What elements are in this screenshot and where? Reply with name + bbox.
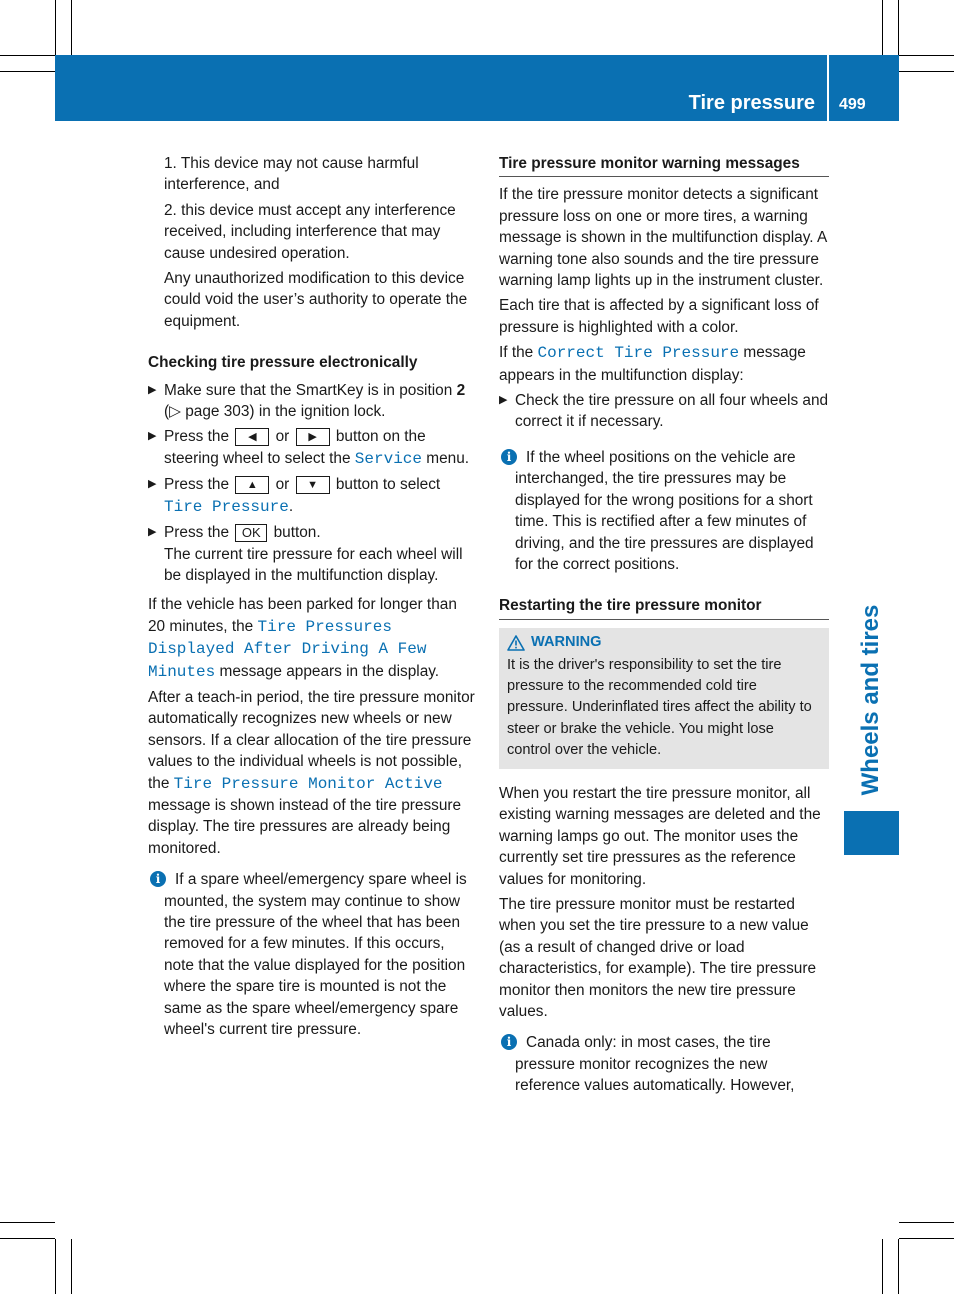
warning-title: WARNING [531,633,602,650]
step-text: Check the tire pressure on all four wheels and correct it if necessary. [515,392,829,431]
paragraph: The tire pressure monitor must be restarted when you set the tire pressure to a new value (as a result of changed drive or load characteristics, for example). The tire pressure monitor then monitors the new tire pressure values. [499,895,817,1020]
instruction-step [148,426,478,470]
display-message: Correct Tire Pressure [537,344,740,363]
step-text: Make sure that the SmartKey is in position [164,381,457,399]
step-arrow-icon: ▶ [148,478,157,491]
crop-mark [0,1222,55,1223]
step-text: (▷ page 303) in the ignition lock. [164,403,386,421]
step-text: button to select [331,476,441,494]
step-text: or [271,428,294,446]
info-icon: i [501,449,517,465]
paragraph: Each tire that is affected by a significant loss of pressure is highlighted with a color. [499,297,819,336]
section-heading: Checking tire pressure electronically [148,354,418,372]
info-note [148,869,478,1040]
display-message: Tire Pressures Displayed After Driving A Few Minutes [148,617,427,681]
text: message is shown instead of the tire pressure display. The tire pressures are already being monitored. [148,796,462,857]
step-arrow-icon: ▶ [148,430,157,443]
warning-header [507,632,821,653]
right-column [499,153,829,1097]
step-text: button on the steering wheel to select the [164,428,426,467]
right-arrow-key: ▶ [296,428,330,446]
crop-mark [71,0,72,55]
crop-mark [882,0,883,55]
step-text: Press the [164,476,234,494]
step-arrow-icon: ▶ [148,383,157,396]
display-message: Tire Pressure [164,497,289,516]
paragraph: 2. this device must accept any interference received, including interference that may cause undesired operation. [164,201,456,262]
display-message: Tire Pressure Monitor Active [173,774,443,793]
text: If the vehicle has been parked for longer than 20 minutes, the [148,596,457,635]
paragraph: If the tire pressure monitor detects a significant pressure loss on one or more tires, a warning message is shown in the multifunction display. A warning tone also sounds and the tire pressure warning lamp lights up in the instrument cluster. [499,186,827,290]
crop-mark [899,1222,954,1223]
crop-mark [71,1239,72,1294]
instruction-step [499,390,829,433]
crop-mark [899,71,954,72]
text: message appears in the display. [215,662,440,680]
step-text: button. [269,524,321,542]
paragraph [148,594,478,683]
warning-text: It is the driver's responsibility to set the tire pressure to the recommended cold tire pressure. Underinflated tires affect the ability to steer or brake the vehicle. You might lose control over the vehicle. [507,656,812,758]
info-text: If the wheel positions on the vehicle are interchanged, the tire pressures may be displayed for the wrong positions for a short time. This is rectified after a few minutes of driving, and the tire pressures are displayed for the correct positions. [515,448,814,573]
page-header [55,55,899,121]
paragraph: When you restart the tire pressure monitor, all existing warning messages are deleted and the warning lamps go out. The monitor uses the currently set tire pressures as the reference values for monitoring. [499,784,821,888]
paragraph [148,687,478,859]
step-text: . [288,497,294,515]
chapter-marker [844,811,899,855]
ok-key: OK [235,524,267,542]
paragraph: Any unauthorized modification to this device could void the user’s authority to operate the equipment. [164,270,468,330]
step-result-text: The current tire pressure for each wheel will be displayed in the multifunction display. [164,545,463,584]
step-arrow-icon: ▶ [148,526,157,539]
text: After a teach-in period, the tire pressure monitor automatically recognizes new wheels or new sensors. If a clear allocation of the tire pressure values to the individual wheels is not possible, the [148,688,475,792]
down-arrow-key: ▼ [296,476,330,494]
info-note [499,447,829,575]
up-arrow-key: ▲ [235,476,269,494]
page-number: 499 [839,96,866,113]
chapter-tab-label: Wheels and tires [857,604,884,796]
paragraph: 1. This device may not cause harmful interference, and [164,155,419,194]
paragraph [499,342,829,386]
crop-mark [0,55,55,56]
step-text: or [271,476,294,494]
instruction-step [148,380,478,423]
section-heading: Tire pressure monitor warning messages [499,153,829,177]
instruction-step [148,474,478,518]
text: If the [499,344,538,362]
crop-mark [55,0,56,55]
left-arrow-key: ◀ [235,428,269,446]
header-divider [827,55,829,121]
crop-mark [898,0,899,55]
crop-mark [0,1238,55,1239]
step-arrow-icon: ▶ [499,394,508,407]
chapter-tab [844,600,899,800]
crop-mark [55,1239,56,1294]
info-text: If a spare wheel/emergency spare wheel is mounted, the system may continue to show the tire pressure of the wheel that has been removed for a few minutes. If this occurs, note that the value displayed for the position where the spare tire is mounted is not the same as the spare wheel/emergency spare wheel's current tire pressure. [164,871,467,1039]
step-text: menu. [422,449,470,467]
page-title: Tire pressure [688,92,815,114]
info-text: Canada only: in most cases, the tire pressure monitor recognizes the new reference values automatically. However, [515,1034,795,1095]
warning-triangle-icon [507,635,525,651]
text: message appears in the multifunction display: [499,344,806,384]
info-note [499,1032,829,1096]
left-column [148,153,478,1040]
crop-mark [899,55,954,56]
crop-mark [0,71,55,72]
step-text: Press the [164,428,234,446]
info-icon: i [501,1034,517,1050]
crop-mark [899,1238,954,1239]
section-heading: Restarting the tire pressure monitor [499,595,829,619]
display-message: Service [354,449,423,468]
crop-mark [898,1239,899,1294]
crop-mark [882,1239,883,1294]
warning-box [499,628,829,769]
step-bold: 2 [456,381,466,399]
step-text: Press the [164,524,234,542]
instruction-step [148,522,478,586]
info-icon: i [150,871,166,887]
